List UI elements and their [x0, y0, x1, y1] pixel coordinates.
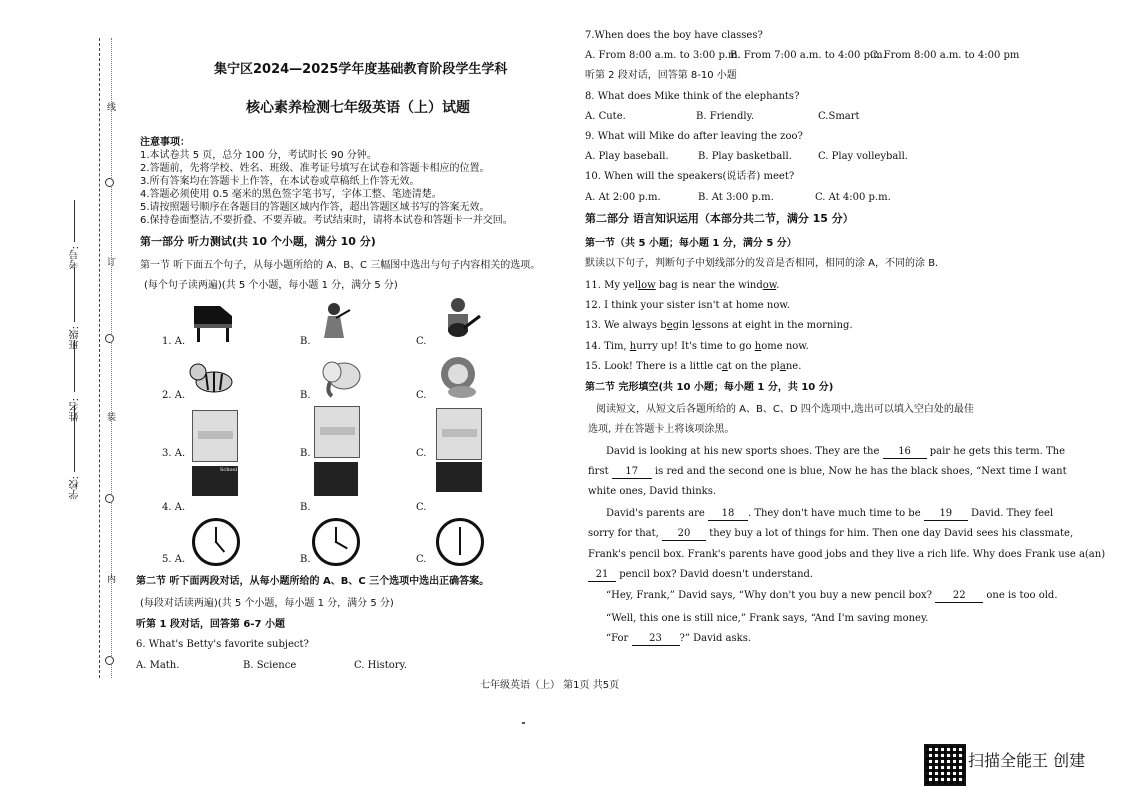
q7-option-a: A. From 8:00 a.m. to 3:00 p.m.	[585, 50, 741, 61]
part2-sec1-instruction: 默读以下句子，判断句子中划线部分的发音是否相同，相同的涂 A，不同的涂 B.	[585, 258, 939, 269]
q6-option-c: C. History.	[354, 660, 408, 671]
name-label: 姓名:	[70, 398, 81, 422]
part1-heading: 第一部分 听力测试(共 10 个小题，满分 10 分)	[140, 235, 376, 248]
note-item: 2.答题前，先将学校、姓名、班级、准考证号填写在试卷和答题卡相应的位置。	[140, 163, 490, 174]
cloze-para1-line3: white ones, David thinks.	[588, 486, 717, 497]
part2-sec1-heading: 第一节（共 5 小题；每小题 1 分，满分 5 分）	[585, 238, 797, 249]
part1-sec2-scoring: (每段对话读两遍)(共 5 个小题，每小题 1 分，满分 5 分)	[140, 598, 394, 609]
cloze-para2-line1: David's parents are 18 . They don't have much time to be 19 David. They feel	[606, 508, 1054, 519]
q6-option-a: A. Math.	[136, 660, 180, 671]
q3-option-b: B.	[300, 448, 311, 459]
dialog2-instruction: 听第 2 段对话，回答第 8-10 小题	[585, 70, 737, 81]
sentence-11: 11. My yellow bag is near the window.	[585, 280, 780, 291]
q8-option-c: C.Smart	[818, 111, 860, 122]
class-label: 班级:	[70, 326, 81, 350]
book-icon	[192, 410, 238, 462]
blank-19: 19	[924, 508, 968, 521]
q1-label: 1. A.	[162, 336, 186, 347]
sentence-14: 14. Tim, hurry up! It's time to go home now.	[585, 341, 809, 352]
class-field-line	[74, 268, 75, 322]
binding-circle	[105, 656, 114, 665]
tiger-icon	[188, 358, 236, 398]
school-label: 学校:	[70, 476, 81, 500]
part1-sec2-instruction: 第二节 听下面两段对话，从每小题所给的 A、B、C 三个选项中选出正确答案。	[136, 576, 490, 587]
book-icon	[436, 408, 482, 460]
seal-char-inner: 内	[107, 575, 117, 585]
part1-sec1-scoring: (每个句子读两遍)(共 5 个小题，每小题 1 分，满分 5 分)	[144, 280, 398, 291]
exam-no-field-line	[74, 200, 75, 242]
part2-heading: 第二部分 语言知识运用（本部分共二节，满分 15 分）	[585, 212, 854, 225]
q10-option-c: C. At 4:00 p.m.	[815, 192, 891, 203]
binding-line	[99, 38, 101, 678]
piano-icon	[190, 300, 236, 344]
cloze-para1-line1: David is looking at his new sports shoes. They are the 16 pair he gets this term. The	[606, 446, 1066, 457]
sentence-13: 13. We always begin lessons at eight in the morning.	[585, 320, 853, 331]
q4-label: 4. A.	[162, 502, 186, 513]
sentence-15: 15. Look! There is a little cat on the plane.	[585, 361, 802, 372]
q5-option-c: C.	[416, 554, 427, 565]
clock-icon	[192, 518, 240, 566]
q1-option-c: C.	[416, 336, 427, 347]
q2-option-c: C.	[416, 390, 427, 401]
book-icon	[314, 406, 360, 458]
q8-option-b: B. Friendly.	[696, 111, 755, 122]
part2-sec2-instruction-cont: 选项, 并在答题卡上将该项涂黑。	[588, 424, 735, 435]
q6-option-b: B. Science	[243, 660, 297, 671]
q1-option-b: B.	[300, 336, 311, 347]
q10-option-b: B. At 3:00 p.m.	[698, 192, 774, 203]
q8-option-a: A. Cute.	[585, 111, 626, 122]
q6-text: 6. What's Betty's favorite subject?	[136, 639, 309, 650]
q4-option-b: B.	[300, 502, 311, 513]
blank-17: 17	[612, 466, 652, 479]
sentence-12: 12. I think your sister isn't at home now.	[585, 300, 790, 311]
exam-no-label: 考号:	[70, 246, 81, 270]
blank-18: 18	[708, 508, 748, 521]
blank-23: 23	[632, 633, 680, 646]
part1-sec1-instruction: 第一节 听下面五个句子，从每小题所给的 A、B、C 三幅图中选出与句子内容相关的选项。	[140, 260, 541, 271]
teacher-board-icon	[436, 462, 482, 492]
binding-circle	[105, 178, 114, 187]
q2-option-b: B.	[300, 390, 311, 401]
q2-label: 2. A.	[162, 390, 186, 401]
qr-code-icon	[924, 744, 966, 786]
clock-icon	[436, 518, 484, 566]
guitar-man-icon	[438, 296, 482, 344]
violin-girl-icon	[320, 300, 352, 344]
scan-speck	[522, 722, 525, 724]
seal-char-line: 线	[107, 103, 117, 113]
cloze-para5: “For 23 ?” David asks.	[606, 633, 752, 644]
lion-icon	[436, 354, 482, 400]
note-item: 6.保持卷面整洁,不要折叠、不要弄破。考试结束时，请将本试卷和答题卡一并交回。	[140, 215, 513, 226]
notes-heading: 注意事项：	[140, 137, 190, 148]
cloze-para4: “Well, this one is still nice,” Frank says, “And I'm saving money.	[606, 613, 929, 624]
clock-icon	[312, 518, 360, 566]
note-item: 4.答题必须使用 0.5 毫米的黑色签字笔书写，字体工整、笔迹清楚。	[140, 189, 442, 200]
blackboard-icon: School	[192, 466, 238, 496]
q8-text: 8. What does Mike think of the elephants?	[585, 91, 800, 102]
q9-option-b: B. Play basketball.	[698, 151, 792, 162]
teacher-icon	[314, 462, 358, 496]
note-item: 3.所有答案均在答题卡上作答，在本试卷或草稿纸上作答无效。	[140, 176, 420, 187]
binding-circle	[105, 334, 114, 343]
seal-char-bind: 订	[107, 258, 117, 268]
q5-option-b: B.	[300, 554, 311, 565]
q10-option-a: A. At 2:00 p.m.	[585, 192, 661, 203]
q7-option-b: B. From 7:00 a.m. to 4:00 p.m.	[730, 50, 886, 61]
q7-option-c: C. From 8:00 a.m. to 4:00 pm	[870, 50, 1020, 61]
q3-option-c: C.	[416, 448, 427, 459]
q4-option-c: C.	[416, 502, 427, 513]
binding-circle	[105, 494, 114, 503]
q10-text: 10. When will the speakers(说话者) meet?	[585, 171, 795, 182]
part2-sec2-heading: 第二节 完形填空(共 10 小题；每小题 1 分，共 10 分)	[585, 382, 834, 393]
blank-16: 16	[883, 446, 927, 459]
page-footer: 七年级英语（上） 第1页 共5页	[480, 680, 620, 691]
q5-label: 5. A.	[162, 554, 186, 565]
cloze-para2-line4: 21 pencil box? David doesn't understand.	[588, 569, 813, 582]
cloze-para2-line3: Frank's pencil box. Frank's parents have good jobs and they live a rich life. Why does Frank use a(an)	[588, 549, 1106, 560]
blank-20: 20	[662, 528, 706, 541]
part2-sec2-instruction: 阅读短文，从短文后各题所给的 A、B、C、D 四个选项中,选出可以填入空白处的最佳	[596, 404, 974, 415]
note-item: 1.本试卷共 5 页，总分 100 分，考试时长 90 分钟。	[140, 150, 377, 161]
q9-option-c: C. Play volleyball.	[818, 151, 908, 162]
cloze-para1-line2: first 17 is red and the second one is blue, Now he has the black shoes, “Next time I want	[588, 466, 1067, 477]
title-line-2: 核心素养检测七年级英语（上）试题	[246, 100, 470, 116]
cloze-para3: “Hey, Frank,” David says, “Why don't you buy a new pencil box? 22 one is too old.	[606, 590, 1058, 601]
q3-label: 3. A.	[162, 448, 186, 459]
q7-text: 7.When does the boy have classes?	[585, 30, 763, 41]
blank-21: 21	[588, 569, 616, 582]
scanner-watermark: 扫描全能王 创建	[968, 751, 1086, 770]
cloze-para2-line2: sorry for that, 20 they buy a lot of things for him. Then one day David sees his classmate,	[588, 528, 1074, 539]
blank-22: 22	[935, 590, 983, 603]
note-item: 5.请按照题号顺序在各题目的答题区域内作答，超出答题区域书写的答案无效。	[140, 202, 490, 213]
q9-option-a: A. Play baseball.	[585, 151, 669, 162]
elephant-icon	[318, 356, 366, 398]
q9-text: 9. What will Mike do after leaving the zoo?	[585, 131, 803, 142]
seal-char-install: 装	[107, 413, 117, 423]
title-line-1: 集宁区2024—2025学年度基础教育阶段学生学科	[214, 62, 508, 77]
dialog1-instruction: 听第 1 段对话，回答第 6-7 小题	[136, 619, 285, 630]
